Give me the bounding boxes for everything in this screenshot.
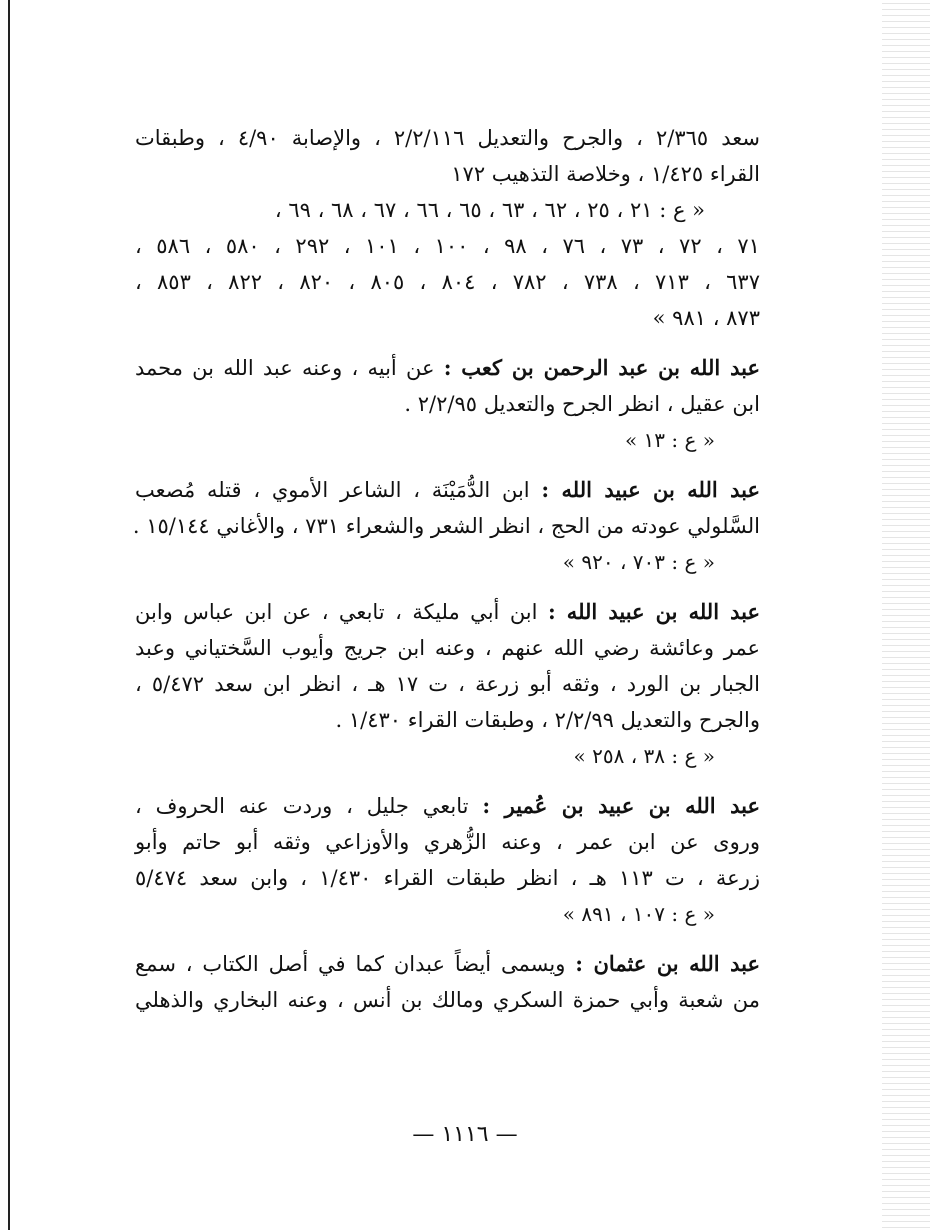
text-line: السَّلولي عودته من الحج ، انظر الشعر والشعراء ٧٣١ ، والأغاني ١٥/١٤٤ . xyxy=(132,514,760,538)
text-line: الجبار بن الورد ، وثقه أبو زرعة ، ت ١٧ هـ ، انظر ابن سعد ٥/٤٧٢ ، xyxy=(135,672,761,696)
reference-line: « ع : ١٠٧ ، ٨٩١ » xyxy=(562,902,715,926)
numbers-line: ٦٣٧ ، ٧١٣ ، ٧٣٨ ، ٧٨٢ ، ٨٠٤ ، ٨٠٥ ، ٨٢٠ ، ٨٢٢ ، ٨٥٣ ، xyxy=(135,270,760,294)
text-line: عمر وعائشة رضي الله عنهم ، وعنه ابن جريج وأيوب السَّختياني وعبد xyxy=(135,636,760,660)
reference-line: « ع : ٣٨ ، ٢٥٨ » xyxy=(573,744,715,768)
text-line: ابن أبي مليكة ، تابعي ، عن ابن عباس وابن xyxy=(135,600,538,624)
entry-abdullah-ibn-ubaydullah-1 xyxy=(132,472,760,580)
text-line: سعد ٢/٣٦٥ ، والجرح والتعديل ٢/٢/١١٦ ، والإصابة ٤/٩٠ ، وطبقات xyxy=(135,126,760,150)
entry-abdullah-ibn-abd-al-rahman xyxy=(135,350,760,458)
left-scan-edge xyxy=(8,0,10,1230)
text-line: عن أبيه ، وعنه عبد الله بن محمد xyxy=(135,356,435,380)
entry-abdullah-ibn-ubayd-ibn-umayr xyxy=(135,788,760,932)
entry-heading: عبد الله بن عبد الرحمن بن كعب : xyxy=(443,355,760,380)
text-line: ابن الدُّمَيْنَة ، الشاعر الأموي ، قتله مُصعب xyxy=(135,478,530,502)
text-line: القراء ١/٤٢٥ ، وخلاصة التذهيب ١٧٢ xyxy=(451,162,760,186)
entry-heading: عبد الله بن عبيد الله : xyxy=(541,477,760,502)
entry-heading: عبد الله بن عثمان : xyxy=(575,951,760,976)
reference-line: « ع : ١٣ » xyxy=(624,428,715,452)
numbers-line: ٨٧٣ ، ٩٨١ » xyxy=(652,306,760,330)
numbers-line: ٧١ ، ٧٢ ، ٧٣ ، ٧٦ ، ٩٨ ، ١٠٠ ، ١٠١ ، ٢٩٢ ، ٥٨٠ ، ٥٨٦ ، xyxy=(135,234,760,258)
text-line: وروى عن ابن عمر ، وعنه الزُّهري والأوزاعي وثقه أبو حاتم وأبو xyxy=(135,830,760,854)
text-line: والجرح والتعديل ٢/٢/٩٩ ، وطبقات القراء ١/٤٣٠ . xyxy=(335,708,760,732)
entry-abdullah-ibn-ubaydullah-2 xyxy=(135,594,760,774)
text-line: ابن عقيل ، انظر الجرح والتعديل ٢/٢/٩٥ . xyxy=(404,392,760,416)
continuation-paragraph xyxy=(135,120,760,192)
text-line: ويسمى أيضاً عبدان كما في أصل الكتاب ، سمع xyxy=(135,952,566,976)
text-line: من شعبة وأبي حمزة السكري ومالك بن أنس ، وعنه البخاري والذهلي xyxy=(135,988,760,1012)
right-scan-edge xyxy=(882,0,930,1230)
entry-heading: عبد الله بن عبيد الله : xyxy=(547,599,761,624)
entry-heading: عبد الله بن عبيد بن عُمير : xyxy=(482,793,760,818)
page-number: — ١١١٦ — xyxy=(412,1122,518,1147)
page-body xyxy=(132,120,761,1170)
text-line: تابعي جليل ، وردت عنه الحروف ، xyxy=(135,794,469,818)
numbers-line: « ع : ٢١ ، ٢٥ ، ٦٢ ، ٦٣ ، ٦٥ ، ٦٦ ، ٦٧ ، ٦٨ ، ٦٩ ، xyxy=(274,198,705,222)
text-line: زرعة ، ت ١١٣ هـ ، انظر طبقات القراء ١/٤٣٠ ، وابن سعد ٥/٤٧٤ xyxy=(135,866,760,890)
reference-line: « ع : ٧٠٣ ، ٩٢٠ » xyxy=(562,550,715,574)
reference-numbers xyxy=(135,192,760,336)
entry-abdullah-ibn-uthman xyxy=(135,946,760,1018)
